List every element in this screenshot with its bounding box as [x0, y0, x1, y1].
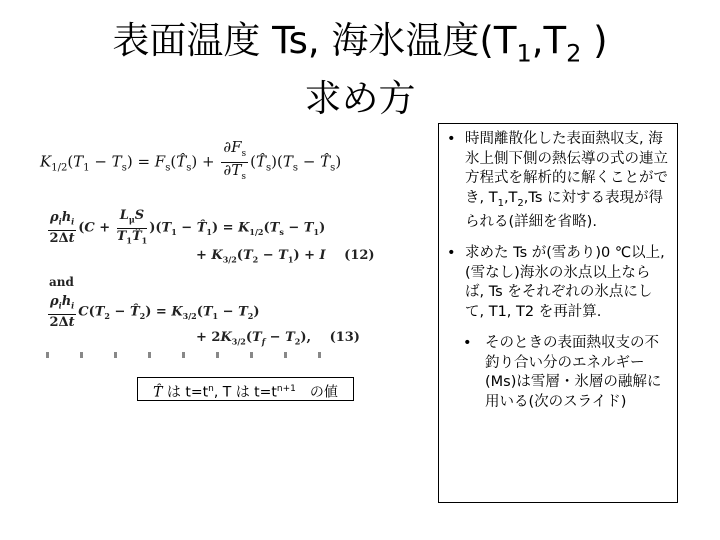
and-label: and	[49, 275, 74, 289]
slide-title	[0, 18, 720, 122]
bullet-item-2	[445, 244, 669, 322]
cropped-text-fragment	[46, 352, 346, 358]
bullet-icon: •	[463, 335, 472, 352]
bullet-icon: •	[447, 131, 456, 147]
surface-balance-equation: $K_{1/2}(T_1 - T_s)$ = $F_s(T̂_s)$ + $\frac{\partial F_s}{\partial T_s}$ $(T̂_s)(T_s$ − $T̂_s$)	[40, 138, 342, 182]
eq13-number: (13)	[329, 330, 360, 345]
notation-note: T̂ は $t=t^n$, T は $t=t^{n+1}$ の値	[137, 377, 354, 401]
eq12-number: (12)	[344, 248, 375, 263]
bullet-item-1	[445, 130, 669, 232]
bullet-text-2: 求めた Ts が(雪あり)0 ℃以上, (雪なし)海氷の氷点以上ならば, Ts をそれぞれの氷点にして, T1, T2 を再計算.	[465, 245, 665, 320]
title-line-2: 求め方	[304, 77, 416, 121]
eq13-line-1: $\frac{\rho_ih_i}{2\Delta t}$ $C(T_2$ − $T̂_2) = K_{3/2}(T_1 - T_2)$	[49, 294, 260, 330]
eq13-line-2: + $2K_{3/2}(T_f - T_2)$, (13)	[196, 330, 360, 347]
title-line-1: 表面温度 Ts, 海氷温度($T_1,T_2$ )	[112, 19, 608, 68]
sub-bullet-text: そのときの表面熱収支の不釣り合い分のエネルギー(Ms)は雪層・氷層の融解に用いる(次のスライド)	[485, 335, 662, 410]
bullet-text-1: 時間離散化した表面熱収支, 海氷上側下側の熱伝導の式の連立方程式を解析的に解くことができ, $T_1,T_2,Ts$ に対する表現が得られる(詳細を省略).	[465, 131, 668, 230]
eq12-line-2: + $K_{3/2}(T_2 - T_1) + I$ (12)	[196, 248, 375, 265]
eq12-line-1: $\frac{\rho_ih_i}{2\Delta t}$ (C + $\frac{L_\mu S}{T_1T̂_1}$ )($T_1$ − $T̂_1) = K_{1/2}(T_s - T_1)$	[49, 208, 326, 246]
bullet-icon: •	[447, 245, 456, 262]
explanation-box	[438, 123, 678, 503]
sub-bullet-item	[459, 334, 669, 412]
